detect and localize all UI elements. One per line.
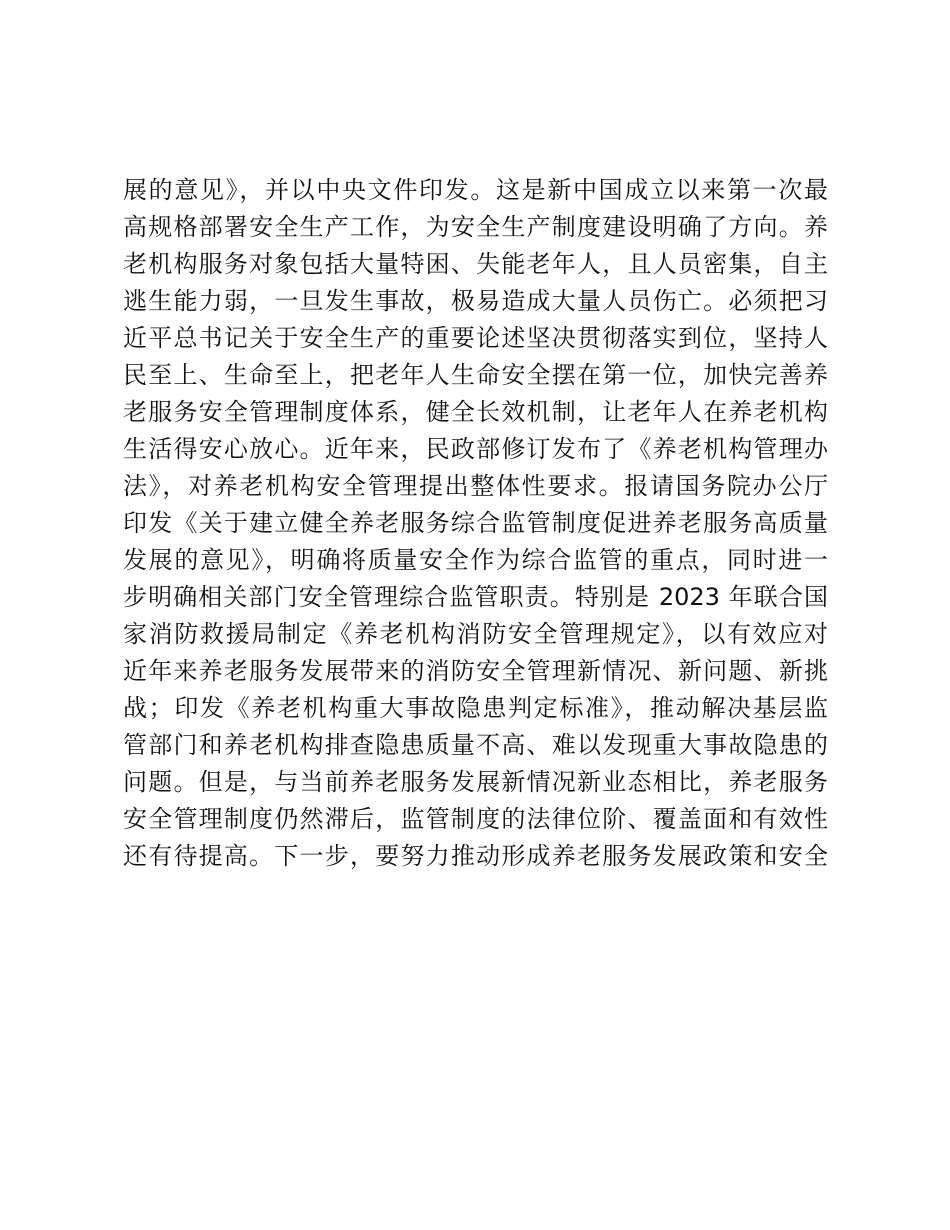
body-text (123, 172, 828, 875)
text-line: 展的意见》，并以中央文件印发。这是新中国成立以来第一次最 (123, 176, 828, 204)
text-line: 问题。但是，与当前养老服务发展新情况新业态相比，养老服务 (123, 768, 828, 796)
text-line: 近平总书记关于安全生产的重要论述坚决贯彻落实到位，坚持人 (123, 324, 828, 352)
text-line: 管部门和养老机构排查隐患质量不高、难以发现重大事故隐患的 (123, 731, 828, 759)
text-line: 战；印发《养老机构重大事故隐患判定标准》，推动解决基层监 (123, 694, 828, 722)
text-line: 安全管理制度仍然滞后，监管制度的法律位阶、覆盖面和有效性 (123, 805, 828, 833)
text-line: 步明确相关部门安全管理综合监管职责。特别是 2023 年联合国 (123, 583, 828, 611)
text-line: 近年来养老服务发展带来的消防安全管理新情况、新问题、新挑 (123, 657, 828, 685)
text-line: 高规格部署安全生产工作，为安全生产制度建设明确了方向。养 (123, 213, 828, 241)
text-line: 发展的意见》，明确将质量安全作为综合监管的重点，同时进一 (123, 546, 828, 574)
text-line: 还有待提高。下一步，要努力推动形成养老服务发展政策和安全 (123, 842, 828, 870)
text-line: 法》，对养老机构安全管理提出整体性要求。报请国务院办公厅 (123, 472, 828, 500)
text-line: 家消防救援局制定《养老机构消防安全管理规定》，以有效应对 (123, 620, 828, 648)
text-line: 生活得安心放心。近年来，民政部修订发布了《养老机构管理办 (123, 435, 828, 463)
text-line: 老机构服务对象包括大量特困、失能老年人，且人员密集，自主 (123, 250, 828, 278)
text-line: 逃生能力弱，一旦发生事故，极易造成大量人员伤亡。必须把习 (123, 287, 828, 315)
text-line: 老服务安全管理制度体系，健全长效机制，让老年人在养老机构 (123, 398, 828, 426)
text-line: 民至上、生命至上，把老年人生命安全摆在第一位，加快完善养 (123, 361, 828, 389)
text-line: 印发《关于建立健全养老服务综合监管制度促进养老服务高质量 (123, 509, 828, 537)
